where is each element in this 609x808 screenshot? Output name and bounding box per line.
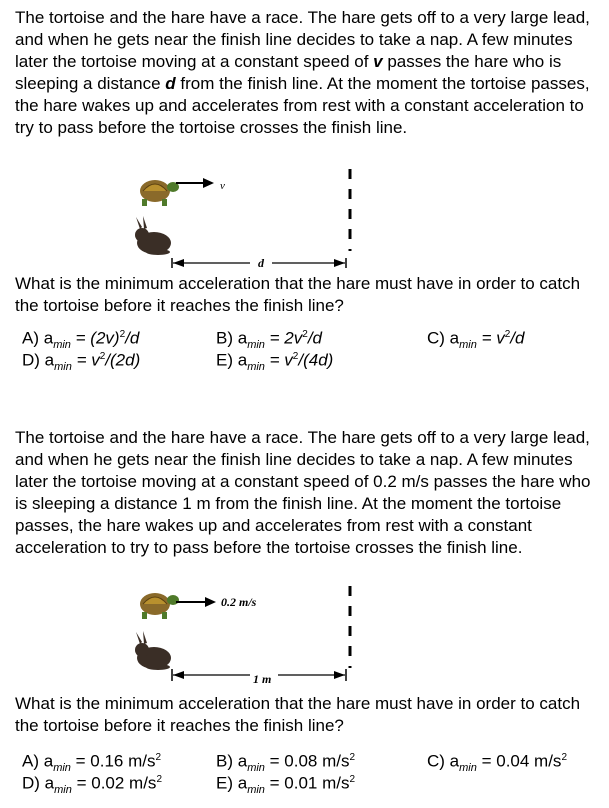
option-text: A) a [22,751,54,771]
option-sub: min [247,339,265,352]
problem1-option-c [427,325,524,355]
distance-label: d [258,256,264,270]
option-sub: min [247,784,265,797]
option-sub: min [53,339,71,352]
problem2-diagram [0,584,609,694]
option-sub: min [54,784,72,797]
option-text: /d [125,328,140,348]
option-text: E) a [216,350,248,370]
velocity-arrow-head [203,178,214,188]
option-sup: 2 [349,752,356,763]
problem1-text-part: The tortoise and the hare have a race. The hare gets off to a very large lead, and when he gets near the finish line decides to take a nap. A few minutes later the tortoise moving at a constant speed of [15,8,590,71]
problem1-question: What is the minimum acceleration that the hare must have in order to catch the tortoise before it reaches the finish line? [15,274,581,315]
option-sup: 2 [99,351,106,362]
velocity-label: 0.2 m/s [221,595,257,609]
problem1-diagram [0,165,609,275]
option-text: = (2v) [70,328,120,348]
option-text: = 2v [264,328,303,348]
problem1-text-part: from the finish line. At the moment the tortoise passes, the hare wakes up and accelerates from rest with a constant acceleration to try to pass before the tortoise crosses the finish line. [15,74,590,137]
option-sub: min [459,762,477,775]
option-text: = v [71,350,100,370]
problem1-option-d [22,347,140,377]
option-text: B) a [216,751,248,771]
velocity-label: v [220,180,225,192]
problem1-option-e [216,347,333,377]
distance-arrow-head-right [334,671,345,679]
option-text: C) a [427,328,460,348]
option-text: = 0.04 m/s [476,751,562,771]
hare-icon [135,216,171,255]
hare-icon [135,631,171,670]
option-sub: min [459,339,477,352]
option-sup: 2 [292,351,299,362]
option-text: /(4d) [298,350,334,370]
problem1-text-part: passes the hare who is sleeping a distance [15,52,562,93]
option-sub: min [247,361,265,374]
option-text: E) a [216,773,248,793]
option-text: = 0.02 m/s [71,773,157,793]
problem2-question: What is the minimum acceleration that the hare must have in order to catch the tortoise before it reaches the finish line? [15,694,581,735]
option-sub: min [54,361,72,374]
distance-arrow-head-left [173,671,184,679]
tortoise-icon [140,593,179,619]
option-text: A) a [22,328,54,348]
problem1-distance-symbol: d [165,74,176,93]
distance-label: 1 m [253,672,272,686]
option-sub: min [53,762,71,775]
option-sup: 2 [561,752,567,763]
option-sup: 2 [504,329,511,340]
option-sup: 2 [349,774,356,785]
option-text: C) a [427,751,460,771]
option-text: /d [510,328,525,348]
option-text: D) a [22,773,55,793]
option-text: B) a [216,328,248,348]
distance-arrow-head-right [334,259,345,267]
problem1-speed-symbol: v [373,52,383,71]
option-text: = 0.08 m/s [264,751,350,771]
option-sub: min [247,762,265,775]
problem2-option-d [22,770,162,800]
problem2-option-c [427,748,567,778]
option-text: = v [264,350,293,370]
velocity-arrow-head [205,597,216,607]
problem2-text: The tortoise and the hare have a race. The hare gets off to a very large lead, and when he gets near the finish line decides to take a nap. A few minutes later the tortoise moving at a constant speed of 0.2 m/s passes the hare who is sleeping a distance 1 m from the finish line. At the moment the tortoise passes, the hare wakes up and accelerates from rest with a constant acceleration to try to pass before the tortoise crosses the finish line. [15,428,591,557]
option-text: D) a [22,350,55,370]
option-text: = 0.16 m/s [70,751,156,771]
tortoise-icon [140,180,179,206]
problem1-text [15,7,605,139]
option-text: = v [476,328,505,348]
option-text: = 0.01 m/s [264,773,350,793]
distance-arrow-head-left [173,259,184,267]
option-text: /(2d) [105,350,141,370]
option-sup: 2 [155,752,162,763]
option-sup: 2 [302,329,308,340]
option-text: /d [307,328,323,348]
option-sup: 2 [119,329,126,340]
problem2-option-e [216,770,355,800]
option-sup: 2 [156,774,162,785]
